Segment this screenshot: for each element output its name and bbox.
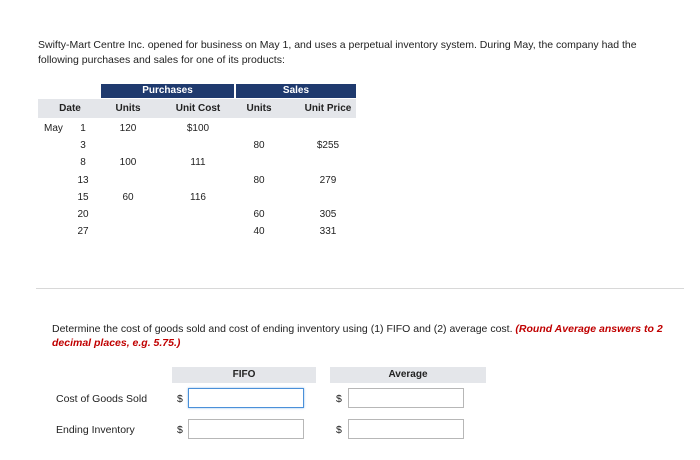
table-row	[38, 120, 356, 137]
currency-symbol: $	[177, 424, 183, 436]
row-unit-cost: 116	[190, 191, 206, 203]
row-unit-cost: 111	[190, 157, 206, 169]
row-sales-units: 80	[253, 174, 265, 186]
row-sales-units: 40	[253, 226, 265, 238]
row-sales-units: 60	[253, 208, 265, 220]
row-day: 20	[77, 208, 89, 220]
row-day: 8	[80, 157, 86, 169]
table-row	[38, 172, 356, 189]
table-row	[38, 206, 356, 223]
row-day: 1	[80, 123, 86, 134]
header-date: Date	[59, 103, 81, 114]
row-unit-cost: $100	[186, 123, 210, 134]
cogs-average-input[interactable]	[348, 388, 464, 408]
table-header-row	[38, 99, 356, 118]
currency-symbol: $	[336, 393, 342, 405]
row-unit-price: 279	[319, 174, 337, 186]
row-unit-price: $255	[316, 140, 340, 152]
section-divider	[36, 288, 684, 289]
header-sales-units: Units	[246, 103, 272, 114]
currency-symbol: $	[336, 424, 342, 436]
table-row	[38, 137, 356, 154]
ending-inventory-fifo-input[interactable]	[188, 419, 304, 439]
table-row	[38, 223, 356, 240]
fifo-column-header: FIFO	[172, 367, 316, 383]
row-sales-units: 80	[253, 140, 265, 152]
question-text: Determine the cost of goods sold and cost of ending inventory using (1) FIFO and (2) average cost.	[52, 323, 513, 335]
row-unit-price: 331	[319, 226, 337, 238]
row-day: 3	[80, 140, 86, 152]
row-day: 13	[77, 174, 89, 186]
table-row	[38, 154, 356, 171]
cogs-fifo-input[interactable]	[188, 388, 304, 408]
row-purchase-units: 60	[122, 191, 134, 203]
question-prompt	[52, 322, 682, 350]
ending-inventory-label: Ending Inventory	[56, 424, 135, 436]
purchases-group-header: Purchases	[101, 84, 234, 98]
cogs-label: Cost of Goods Sold	[56, 393, 148, 405]
row-month: May	[44, 123, 63, 134]
header-unit-cost: Unit Cost	[175, 103, 221, 114]
problem-intro: Swifty-Mart Centre Inc. opened for business on May 1, and uses a perpetual inventory system. During May, the company had the following purchases and sales for one of its products:	[38, 39, 637, 66]
sales-group-header: Sales	[236, 84, 356, 98]
row-unit-price: 305	[319, 208, 337, 220]
header-unit-price: Unit Price	[304, 103, 352, 114]
rounding-note: (Round Average answers to 2 decimal places, e.g. 5.75.)	[52, 323, 663, 349]
ending-inventory-average-input[interactable]	[348, 419, 464, 439]
row-day: 27	[77, 226, 89, 238]
table-row	[38, 189, 356, 206]
table-body	[38, 120, 356, 240]
average-column-header: Average	[330, 367, 486, 383]
currency-symbol: $	[177, 393, 183, 405]
row-day: 15	[77, 191, 89, 203]
row-purchase-units: 100	[119, 157, 137, 169]
row-purchase-units: 120	[119, 123, 137, 134]
header-purchase-units: Units	[115, 103, 141, 114]
